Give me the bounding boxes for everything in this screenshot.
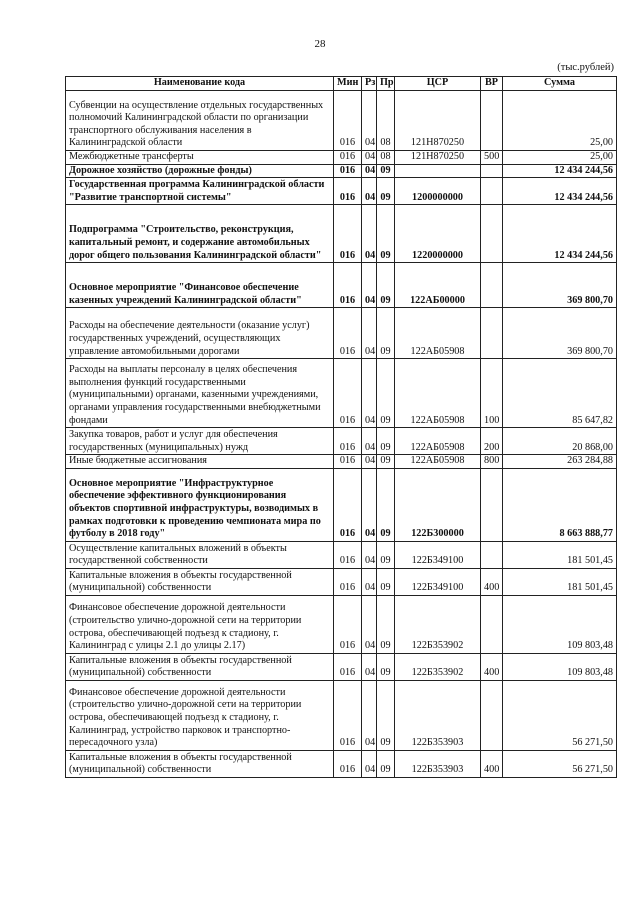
cell-csr: 122Б353903: [395, 750, 481, 777]
header-name: Наименование кода: [66, 77, 334, 91]
table-row: [66, 750, 617, 777]
table-row: [66, 595, 617, 653]
cell-name: Закупка товаров, работ и услуг для обеспечения государственных (муниципальных) нужд: [66, 428, 334, 455]
cell-name: Межбюджетные трансферты: [66, 151, 334, 165]
cell-rz: 04: [362, 568, 377, 595]
cell-min: 016: [334, 164, 362, 178]
table-row: [66, 568, 617, 595]
cell-vr: 400: [481, 568, 503, 595]
cell-rz: 04: [362, 164, 377, 178]
cell-min: 016: [334, 91, 362, 151]
cell-min: 016: [334, 568, 362, 595]
cell-pr: 09: [377, 359, 395, 428]
cell-csr: 122Б353902: [395, 595, 481, 653]
cell-pr: 09: [377, 541, 395, 568]
cell-csr: 122АБ05908: [395, 455, 481, 469]
cell-vr: [481, 541, 503, 568]
cell-sum: 12 434 244,56: [503, 164, 617, 178]
cell-vr: [481, 595, 503, 653]
cell-vr: [481, 308, 503, 359]
cell-sum: 12 434 244,56: [503, 178, 617, 205]
table-row: [66, 308, 617, 359]
cell-pr: 09: [377, 455, 395, 469]
cell-name: Основное мероприятие "Финансовое обеспечение казенных учреждений Калининградской области": [66, 263, 334, 308]
cell-min: 016: [334, 428, 362, 455]
table-row: [66, 178, 617, 205]
table-row: [66, 205, 617, 263]
cell-pr: 09: [377, 263, 395, 308]
cell-pr: 09: [377, 468, 395, 541]
cell-csr: 1200000000: [395, 178, 481, 205]
cell-csr: 122Б353902: [395, 653, 481, 680]
cell-sum: 85 647,82: [503, 359, 617, 428]
table-header-row: [66, 77, 617, 91]
cell-name: Расходы на обеспечение деятельности (оказание услуг) государственных учреждений, осуществляющих управление автомобильными дорогами: [66, 308, 334, 359]
table-row: [66, 263, 617, 308]
cell-name: Осуществление капитальных вложений в объекты государственной собственности: [66, 541, 334, 568]
cell-name: Дорожное хозяйство (дорожные фонды): [66, 164, 334, 178]
cell-name: Финансовое обеспечение дорожной деятельности (строительство улично-дорожной сети на территории острова, обеспечивающей подъезд к стадиону, г. Калининград с улицы 2.1 до улицы 2.17): [66, 595, 334, 653]
cell-csr: 121Н870250: [395, 151, 481, 165]
cell-vr: [481, 205, 503, 263]
cell-min: 016: [334, 205, 362, 263]
cell-sum: 25,00: [503, 91, 617, 151]
cell-rz: 04: [362, 151, 377, 165]
table-row: [66, 359, 617, 428]
cell-min: 016: [334, 750, 362, 777]
cell-sum: 8 663 888,77: [503, 468, 617, 541]
cell-pr: 08: [377, 91, 395, 151]
cell-name: Иные бюджетные ассигнования: [66, 455, 334, 469]
cell-csr: 122АБ05908: [395, 308, 481, 359]
cell-csr: 122АБ05908: [395, 428, 481, 455]
cell-name: Финансовое обеспечение дорожной деятельности (строительство улично-дорожной сети на территории острова, обеспечивающей подъезд к стадиону, г. Калининград, устройство парковок и транспортно-пересадочного узла): [66, 680, 334, 750]
cell-rz: 04: [362, 680, 377, 750]
table-row: [66, 653, 617, 680]
cell-min: 016: [334, 653, 362, 680]
cell-vr: 400: [481, 750, 503, 777]
cell-vr: [481, 263, 503, 308]
cell-rz: 04: [362, 263, 377, 308]
cell-vr: 800: [481, 455, 503, 469]
cell-pr: 09: [377, 568, 395, 595]
cell-pr: 09: [377, 595, 395, 653]
header-rz: Рз: [362, 77, 377, 91]
cell-rz: 04: [362, 750, 377, 777]
cell-vr: 200: [481, 428, 503, 455]
table-row: [66, 468, 617, 541]
cell-sum: 12 434 244,56: [503, 205, 617, 263]
cell-min: 016: [334, 680, 362, 750]
header-min: Мин: [334, 77, 362, 91]
cell-vr: 400: [481, 653, 503, 680]
cell-vr: [481, 680, 503, 750]
cell-sum: 56 271,50: [503, 750, 617, 777]
cell-csr: 122Б349100: [395, 541, 481, 568]
cell-rz: 04: [362, 178, 377, 205]
cell-pr: 08: [377, 151, 395, 165]
cell-rz: 04: [362, 428, 377, 455]
cell-vr: [481, 91, 503, 151]
cell-min: 016: [334, 468, 362, 541]
cell-sum: 369 800,70: [503, 308, 617, 359]
cell-sum: 181 501,45: [503, 541, 617, 568]
header-sum: Сумма: [503, 77, 617, 91]
cell-vr: 100: [481, 359, 503, 428]
cell-rz: 04: [362, 595, 377, 653]
cell-name: Расходы на выплаты персоналу в целях обеспечения выполнения функций государственными (муниципальными) органами, казенными учреждениями, органами управления государственными внебюджетными фондами: [66, 359, 334, 428]
header-csr: ЦСР: [395, 77, 481, 91]
cell-vr: [481, 164, 503, 178]
cell-csr: 122Б349100: [395, 568, 481, 595]
cell-pr: 09: [377, 164, 395, 178]
cell-sum: 56 271,50: [503, 680, 617, 750]
cell-name: Капитальные вложения в объекты государственной (муниципальной) собственности: [66, 653, 334, 680]
table-row: [66, 680, 617, 750]
cell-min: 016: [334, 151, 362, 165]
cell-csr: 122Б300000: [395, 468, 481, 541]
cell-min: 016: [334, 263, 362, 308]
cell-vr: 500: [481, 151, 503, 165]
units-label: (тыс.рублей): [557, 62, 614, 73]
cell-min: 016: [334, 541, 362, 568]
table-row: [66, 164, 617, 178]
cell-csr: 121Н870250: [395, 91, 481, 151]
cell-min: 016: [334, 455, 362, 469]
cell-name: Капитальные вложения в объекты государственной (муниципальной) собственности: [66, 568, 334, 595]
cell-name: Основное мероприятие "Инфраструктурное обеспечение эффективного функционирования объектов спортивной инфраструктуры, возводимых в рамках подготовки к проведению чемпионата мира по футболу в 2018 году": [66, 468, 334, 541]
cell-sum: 20 868,00: [503, 428, 617, 455]
cell-rz: 04: [362, 468, 377, 541]
cell-sum: 369 800,70: [503, 263, 617, 308]
cell-min: 016: [334, 359, 362, 428]
cell-pr: 09: [377, 680, 395, 750]
cell-min: 016: [334, 595, 362, 653]
cell-min: 016: [334, 308, 362, 359]
cell-csr: 122АБ05908: [395, 359, 481, 428]
cell-sum: 181 501,45: [503, 568, 617, 595]
cell-rz: 04: [362, 455, 377, 469]
header-vr: ВР: [481, 77, 503, 91]
cell-sum: 25,00: [503, 151, 617, 165]
table-row: [66, 541, 617, 568]
cell-vr: [481, 468, 503, 541]
page-number: 28: [314, 38, 326, 50]
cell-csr: 122Б353903: [395, 680, 481, 750]
cell-pr: 09: [377, 178, 395, 205]
table-body: [66, 91, 617, 778]
cell-csr: 122АБ00000: [395, 263, 481, 308]
budget-table: [65, 76, 617, 778]
cell-sum: 109 803,48: [503, 653, 617, 680]
cell-rz: 04: [362, 653, 377, 680]
cell-rz: 04: [362, 205, 377, 263]
cell-min: 016: [334, 178, 362, 205]
cell-rz: 04: [362, 359, 377, 428]
cell-pr: 09: [377, 750, 395, 777]
cell-sum: 109 803,48: [503, 595, 617, 653]
table-row: [66, 428, 617, 455]
cell-name: Государственная программа Калининградской области "Развитие транспортной системы": [66, 178, 334, 205]
cell-pr: 09: [377, 428, 395, 455]
cell-name: Капитальные вложения в объекты государственной (муниципальной) собственности: [66, 750, 334, 777]
cell-rz: 04: [362, 91, 377, 151]
cell-rz: 04: [362, 308, 377, 359]
cell-vr: [481, 178, 503, 205]
table-row: [66, 151, 617, 165]
cell-name: Субвенции на осуществление отдельных государственных полномочий Калининградской области по организации транспортного обслуживания населения в Калининградской области: [66, 91, 334, 151]
table-row: [66, 455, 617, 469]
cell-csr: 1220000000: [395, 205, 481, 263]
cell-pr: 09: [377, 205, 395, 263]
header-pr: Пр: [377, 77, 395, 91]
cell-name: Подпрограмма "Строительство, реконструкция, капитальный ремонт, и содержание автомобильных дорог общего пользования Калининградской области": [66, 205, 334, 263]
table-row: [66, 91, 617, 151]
cell-sum: 263 284,88: [503, 455, 617, 469]
cell-rz: 04: [362, 541, 377, 568]
cell-pr: 09: [377, 308, 395, 359]
cell-pr: 09: [377, 653, 395, 680]
cell-csr: [395, 164, 481, 178]
